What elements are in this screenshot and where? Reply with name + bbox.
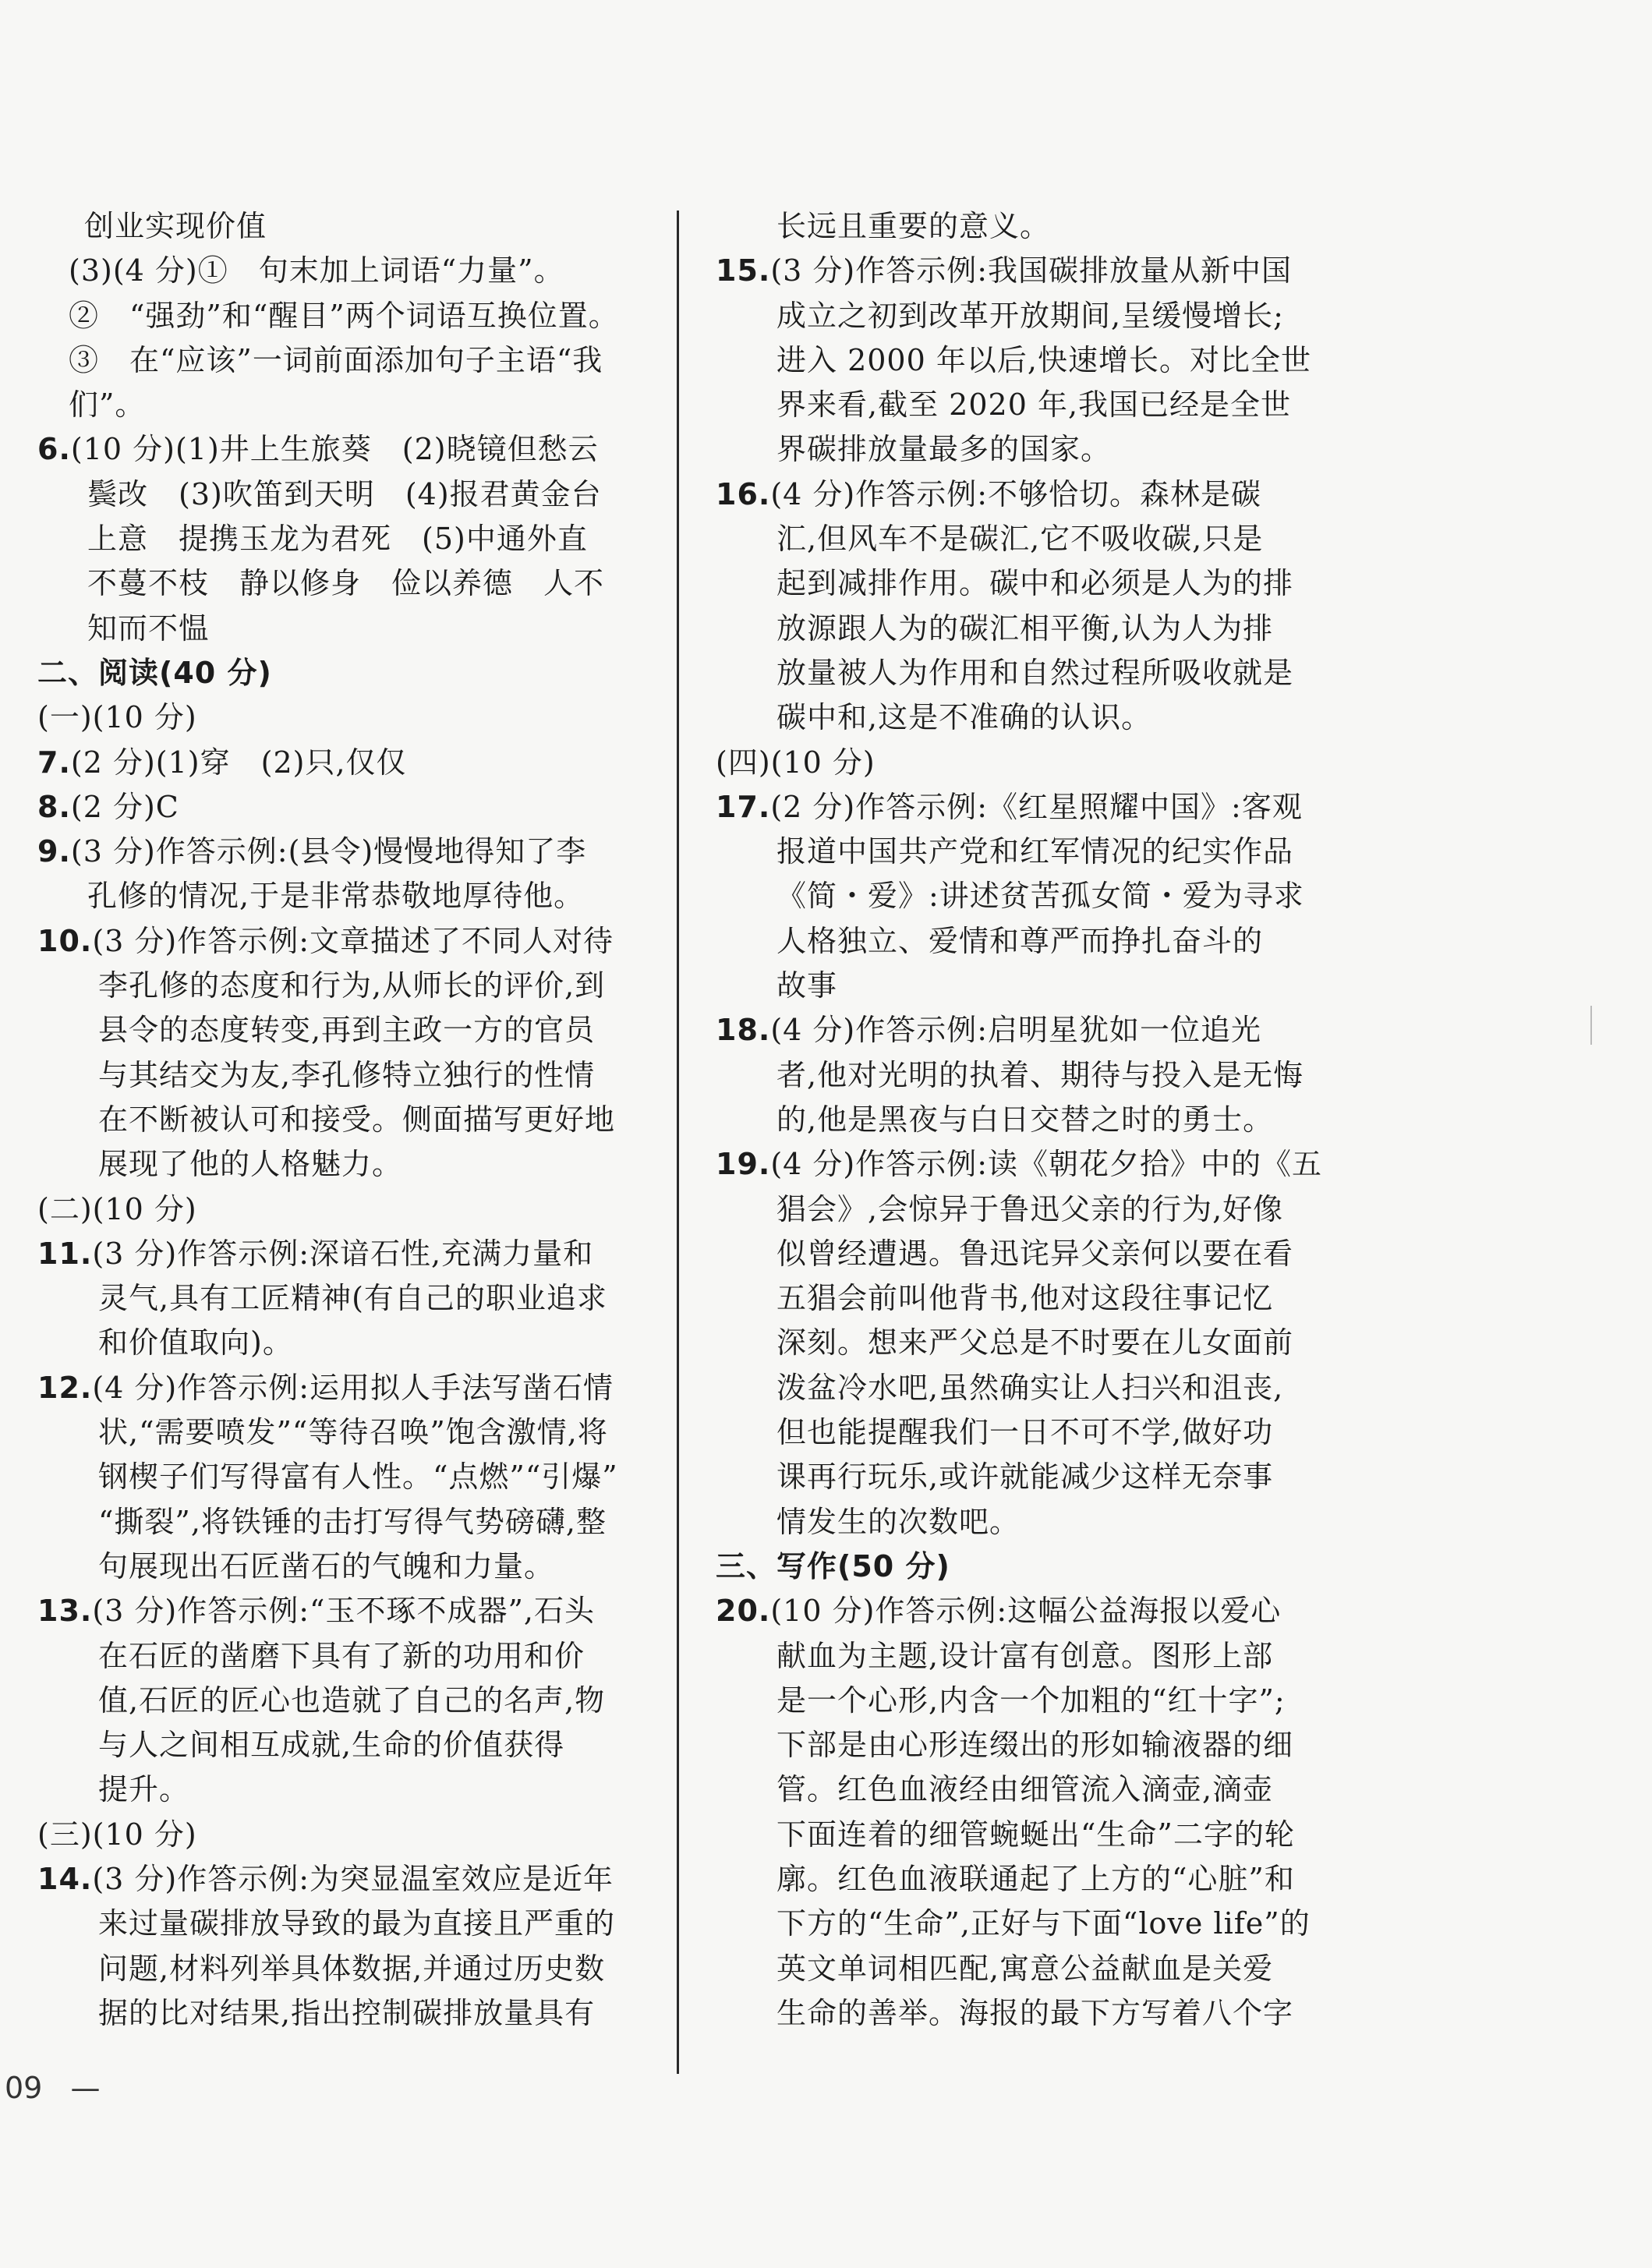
text-line <box>37 1142 661 1187</box>
text-line <box>37 1232 661 1276</box>
text-line <box>37 651 661 695</box>
line-text: 值,石匠的匠心也造就了自己的名声,物 <box>98 1682 606 1718</box>
text-line <box>716 1366 1332 1410</box>
page-number: 09 <box>5 2071 43 2105</box>
column-divider <box>677 211 679 2074</box>
line-text: 放源跟人为的碳汇相平衡,认为人为排 <box>776 610 1274 646</box>
text-line <box>37 517 661 561</box>
line-text: (3 分)作答示例:“玉不琢不成器”,石头 <box>92 1594 595 1629</box>
line-text: (10 分)作答示例:这幅公益海报以爱心 <box>770 1594 1282 1629</box>
text-line <box>716 1008 1332 1053</box>
line-text: 展现了他的人格魅力。 <box>98 1147 403 1182</box>
text-line <box>37 1098 661 1142</box>
line-text: 与人之间相互成就,生命的价值获得 <box>98 1728 565 1763</box>
line-text: (二)(10 分) <box>37 1191 197 1226</box>
line-text: 报道中国共产党和红军情况的纪实作品 <box>776 834 1294 869</box>
line-text: 创业实现价值 <box>84 209 267 243</box>
line-text: 是一个心形,内含一个加粗的“红十字”; <box>776 1682 1286 1718</box>
line-text: 界来看,截至 2020 年,我国已经是全世 <box>776 387 1292 423</box>
text-line <box>37 607 661 651</box>
right-column <box>716 204 1332 2036</box>
line-text: 界碳排放量最多的国家。 <box>776 432 1112 467</box>
left-column <box>37 204 661 2036</box>
text-line <box>37 1410 661 1455</box>
line-text: (3 分)作答示例:为突显温室效应是近年 <box>92 1861 614 1896</box>
line-text: (2 分)作答示例:《红星照耀中国》:客观 <box>770 789 1303 824</box>
line-text: (2 分)C <box>70 789 179 824</box>
line-text: 孔修的情况,于是非常恭敬地厚待他。 <box>87 879 585 914</box>
line-text: 汇,但风车不是碳汇,它不吸收碳,只是 <box>776 522 1264 557</box>
text-line <box>37 695 661 740</box>
text-line <box>716 1053 1332 1098</box>
text-line <box>716 651 1332 695</box>
line-text: 课再行玩乐,或许就能减少这样无奈事 <box>776 1460 1274 1495</box>
text-line <box>716 1589 1332 1633</box>
text-line <box>716 1276 1332 1321</box>
line-text: 在石匠的凿磨下具有了新的功用和价 <box>98 1638 585 1673</box>
line-text: 上意 提携玉龙为君死 (5)中通外直 <box>87 522 588 557</box>
line-text: 猖会》,会惊异于鲁迅父亲的行为,好像 <box>776 1191 1284 1226</box>
section-heading: 二、阅读(40 分) <box>37 655 272 690</box>
text-line <box>37 964 661 1008</box>
text-line <box>716 1500 1332 1544</box>
line-text: 据的比对结果,指出控制碳排放量具有 <box>98 1995 596 2030</box>
question-number: 13. <box>37 1594 93 1629</box>
line-text: 李孔修的态度和行为,从师长的评价,到 <box>98 968 606 1003</box>
text-line <box>37 294 661 338</box>
text-line <box>716 472 1332 517</box>
line-text: (4 分)作答示例:读《朝花夕拾》中的《五 <box>770 1147 1323 1182</box>
question-number: 17. <box>716 789 771 824</box>
line-text: 《简・爱》:讲述贫苦孤女简・爱为寻求 <box>776 879 1304 914</box>
text-line <box>716 1679 1332 1723</box>
line-text: (3 分)作答示例:(县令)慢慢地得知了李 <box>70 834 587 869</box>
line-text: 深刻。想来严父总是不时要在儿女面前 <box>776 1325 1294 1360</box>
question-number: 20. <box>716 1594 771 1629</box>
text-line <box>716 1634 1332 1679</box>
line-text: (4 分)作答示例:不够恰切。森林是碳 <box>770 476 1262 511</box>
line-text: (3 分)作答示例:深谙石性,充满力量和 <box>92 1236 594 1271</box>
text-line <box>716 830 1332 874</box>
text-line <box>37 1947 661 1991</box>
text-line <box>37 741 661 785</box>
line-text: 献血为主题,设计富有创意。图形上部 <box>776 1638 1274 1673</box>
text-line <box>716 919 1332 964</box>
text-line <box>37 1544 661 1589</box>
question-number: 6. <box>37 432 71 467</box>
line-text: 五猖会前叫他背书,他对这段往事记忆 <box>776 1281 1274 1316</box>
text-line <box>716 249 1332 293</box>
text-line <box>716 1232 1332 1276</box>
line-text: (3 分)作答示例:我国碳排放量从新中国 <box>770 253 1293 288</box>
text-line <box>37 919 661 964</box>
question-number: 7. <box>37 745 71 780</box>
text-line <box>37 830 661 874</box>
text-line <box>37 1813 661 1857</box>
line-text: 似曾经遭遇。鲁迅诧异父亲何以要在看 <box>776 1236 1294 1271</box>
question-number: 18. <box>716 1013 771 1048</box>
line-text: 泼盆冷水吧,虽然确实让人扫兴和沮丧, <box>776 1370 1284 1405</box>
line-text: 起到减排作用。碳中和必须是人为的排 <box>776 566 1294 601</box>
question-number: 8. <box>37 789 71 824</box>
line-text: (4 分)作答示例:启明星犹如一位追光 <box>770 1013 1262 1048</box>
text-line <box>37 427 661 472</box>
text-line <box>37 204 661 249</box>
text-line <box>37 1008 661 1053</box>
line-text: (3 分)作答示例:文章描述了不同人对待 <box>92 923 614 958</box>
text-line <box>37 1455 661 1499</box>
line-text: 人格独立、爱情和尊严而挣扎奋斗的 <box>776 923 1264 958</box>
section-heading: 三、写作(50 分) <box>716 1548 950 1583</box>
question-number: 15. <box>716 253 771 288</box>
footer-dash: — <box>70 2071 101 2105</box>
text-line <box>716 1455 1332 1499</box>
line-text: (三)(10 分) <box>37 1817 197 1852</box>
line-text: (2 分)(1)穿 (2)只,仅仅 <box>70 745 407 780</box>
text-line <box>37 1187 661 1232</box>
line-text: 状,“需要喷发”“等待召唤”饱含激情,将 <box>98 1415 608 1450</box>
text-line <box>37 249 661 293</box>
text-line <box>716 1767 1332 1812</box>
text-line <box>716 1142 1332 1187</box>
line-text: 情发生的次数吧。 <box>776 1504 1021 1539</box>
line-text: (四)(10 分) <box>716 745 876 780</box>
text-line <box>716 741 1332 785</box>
line-text: ③ 在“应该”一词前面添加句子主语“我 <box>69 342 603 377</box>
text-line <box>37 1767 661 1812</box>
text-line <box>716 338 1332 383</box>
line-text: 长远且重要的意义。 <box>776 209 1051 243</box>
line-text: 放量被人为作用和自然过程所吸收就是 <box>776 655 1294 690</box>
page-footer <box>5 2071 100 2105</box>
text-line <box>37 1366 661 1410</box>
text-line <box>716 1947 1332 1991</box>
text-line <box>716 1857 1332 1902</box>
text-line <box>37 1902 661 1946</box>
text-line <box>716 1098 1332 1142</box>
text-line <box>716 1544 1332 1589</box>
text-line <box>37 1276 661 1321</box>
text-line <box>37 1857 661 1902</box>
line-text: 成立之初到改革开放期间,呈缓慢增长; <box>776 298 1284 333</box>
line-text: 鬓改 (3)吹笛到天明 (4)报君黄金台 <box>87 476 602 511</box>
text-line <box>37 1589 661 1633</box>
question-number: 9. <box>37 834 71 869</box>
margin-mark <box>1590 1006 1592 1045</box>
text-line <box>716 561 1332 606</box>
text-line <box>37 338 661 383</box>
line-text: 生命的善举。海报的最下方写着八个字 <box>776 1995 1294 2030</box>
line-text: 下方的“生命”,正好与下面“love life”的 <box>776 1906 1311 1941</box>
question-number: 10. <box>37 923 93 958</box>
line-text: ② “强劲”和“醒目”两个词语互换位置。 <box>69 298 619 333</box>
text-line <box>37 1053 661 1098</box>
text-line <box>716 1410 1332 1455</box>
line-text: 廓。红色血液联通起了上方的“心脏”和 <box>776 1861 1295 1896</box>
text-line <box>37 874 661 918</box>
text-line <box>716 1991 1332 2036</box>
line-text: 们”。 <box>69 387 146 423</box>
line-text: 但也能提醒我们一日不可不学,做好功 <box>776 1415 1274 1450</box>
text-line <box>716 1187 1332 1232</box>
line-text: (4 分)作答示例:运用拟人手法写凿石情 <box>92 1370 614 1405</box>
question-number: 14. <box>37 1861 93 1896</box>
line-text: 者,他对光明的执着、期待与投入是无悔 <box>776 1057 1304 1092</box>
line-text: 的,他是黑夜与白日交替之时的勇士。 <box>776 1102 1274 1137</box>
line-text: 县令的态度转变,再到主政一方的官员 <box>98 1013 596 1048</box>
text-line <box>716 383 1332 427</box>
line-text: (一)(10 分) <box>37 700 197 735</box>
text-line <box>716 517 1332 561</box>
line-text: 与其结交为友,李孔修特立独行的性情 <box>98 1057 596 1092</box>
text-line <box>716 204 1332 249</box>
line-text: 进入 2000 年以后,快速增长。对比全世 <box>776 342 1311 377</box>
text-line <box>37 472 661 517</box>
line-text: 知而不愠 <box>87 610 210 646</box>
question-number: 16. <box>716 476 771 511</box>
text-line <box>716 427 1332 472</box>
text-line <box>37 785 661 830</box>
text-line <box>716 1902 1332 1946</box>
line-text: 和价值取向)。 <box>98 1325 293 1360</box>
line-text: 英文单词相匹配,寓意公益献血是关爱 <box>776 1951 1274 1986</box>
line-text: 下部是由心形连缀出的形如输液器的细 <box>776 1728 1294 1763</box>
text-line <box>716 695 1332 740</box>
text-line <box>37 1321 661 1365</box>
line-text: 句展现出石匠凿石的气魄和力量。 <box>98 1548 555 1583</box>
line-text: “撕裂”,将铁锤的击打写得气势磅礴,整 <box>98 1504 607 1539</box>
text-line <box>37 1723 661 1767</box>
text-line <box>716 874 1332 918</box>
line-text: 管。红色血液经由细管流入滴壶,滴壶 <box>776 1772 1274 1807</box>
text-line <box>716 294 1332 338</box>
text-line <box>37 1634 661 1679</box>
line-text: 来过量碳排放导致的最为直接且严重的 <box>98 1906 616 1941</box>
line-text: 钢楔子们写得富有人性。“点燃”“引爆” <box>98 1460 618 1495</box>
line-text: 提升。 <box>98 1772 190 1807</box>
question-number: 19. <box>716 1147 771 1182</box>
line-text: (3)(4 分)① 句末加上词语“力量”。 <box>69 253 564 288</box>
text-line <box>37 1500 661 1544</box>
question-number: 11. <box>37 1236 93 1271</box>
line-text: (10 分)(1)井上生旅葵 (2)晓镜但愁云 <box>70 432 599 467</box>
line-text: 不蔓不枝 静以修身 俭以养德 人不 <box>87 566 605 601</box>
text-line <box>716 1723 1332 1767</box>
line-text: 故事 <box>776 968 838 1003</box>
text-line <box>716 1813 1332 1857</box>
text-line <box>716 964 1332 1008</box>
line-text: 灵气,具有工匠精神(有自己的职业追求 <box>98 1281 607 1316</box>
line-text: 碳中和,这是不准确的认识。 <box>776 700 1152 735</box>
line-text: 下面连着的细管蜿蜒出“生命”二字的轮 <box>776 1817 1295 1852</box>
line-text: 问题,材料列举具体数据,并通过历史数 <box>98 1951 606 1986</box>
text-line <box>37 1679 661 1723</box>
question-number: 12. <box>37 1370 93 1405</box>
text-line <box>716 785 1332 830</box>
line-text: 在不断被认可和接受。侧面描写更好地 <box>98 1102 616 1137</box>
text-line <box>37 561 661 606</box>
text-line <box>37 1991 661 2036</box>
text-line <box>716 607 1332 651</box>
text-line <box>716 1321 1332 1365</box>
text-line <box>37 383 661 427</box>
